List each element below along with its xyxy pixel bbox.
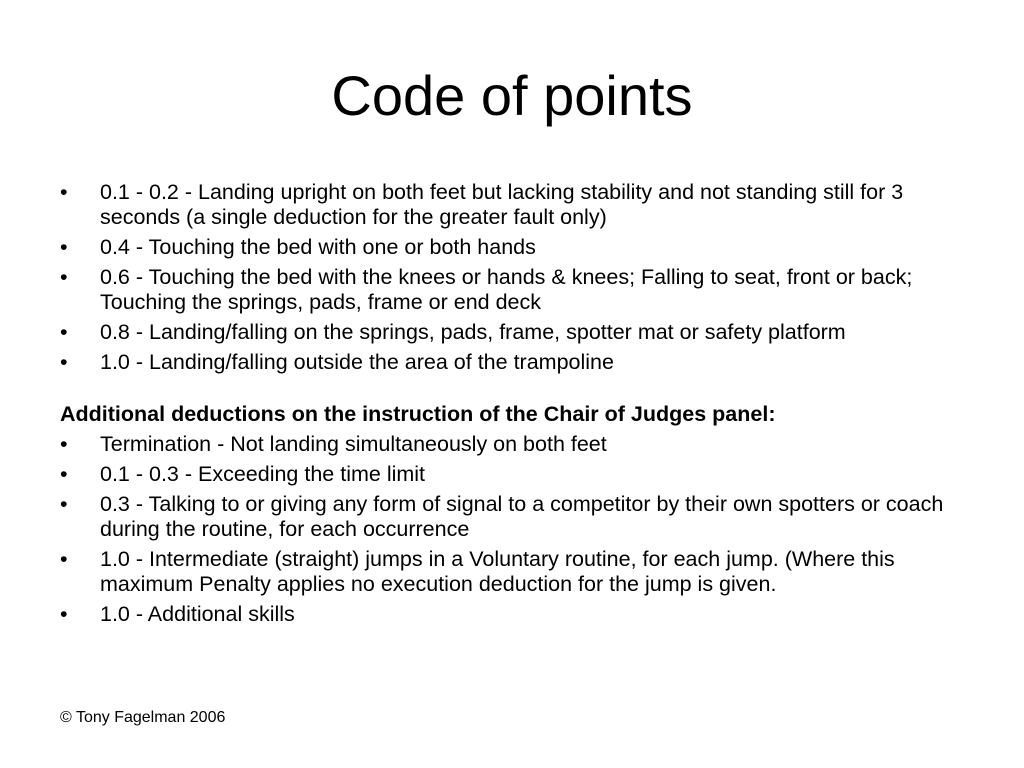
bullet-icon: • — [60, 180, 68, 204]
bullet-icon: • — [60, 265, 68, 289]
list-item-text: Termination - Not landing simultaneously on both feet — [100, 432, 607, 456]
list-item-text: 1.0 - Additional skills — [100, 602, 295, 626]
primary-deductions-list — [60, 180, 960, 375]
list-item — [60, 547, 960, 597]
list-item-text: 1.0 - Landing/falling outside the area of the trampoline — [100, 350, 614, 374]
list-item-text: 0.6 - Touching the bed with the knees or hands & knees; Falling to seat, front or back; Touching the springs, pads, frame or end deck — [100, 265, 913, 314]
list-item-text: 1.0 - Intermediate (straight) jumps in a Voluntary routine, for each jump. (Where this maximum Penalty applies no execution deduction for the jump is given. — [100, 547, 895, 596]
list-item-text: 0.3 - Talking to or giving any form of signal to a competitor by their own spotters or coach during the routine, for each occurrence — [100, 492, 944, 541]
list-item — [60, 320, 960, 345]
list-item-text: 0.4 - Touching the bed with one or both hands — [100, 235, 536, 259]
bullet-icon: • — [60, 320, 68, 344]
list-item — [60, 492, 960, 542]
list-item-text: 0.1 - 0.3 - Exceeding the time limit — [100, 462, 426, 486]
additional-deductions-heading: Additional deductions on the instruction of the Chair of Judges panel: — [60, 402, 776, 426]
bullet-icon: • — [60, 462, 68, 486]
list-item — [60, 350, 960, 375]
bullet-icon: • — [60, 602, 68, 626]
list-item — [60, 602, 960, 627]
list-item — [60, 235, 960, 260]
list-item — [60, 462, 960, 487]
list-item — [60, 265, 960, 315]
list-item — [60, 432, 960, 457]
list-item — [60, 180, 960, 230]
list-item-text: 0.8 - Landing/falling on the springs, pads, frame, spotter mat or safety platform — [100, 320, 846, 344]
bullet-icon: • — [60, 235, 68, 259]
bullet-icon: • — [60, 350, 68, 374]
copyright-footer: © Tony Fagelman 2006 — [60, 709, 226, 726]
bullet-icon: • — [60, 492, 68, 516]
slide-content — [60, 180, 960, 632]
list-item-text: 0.1 - 0.2 - Landing upright on both feet but lacking stability and not standing still for 3 seconds (a single deduction for the greater fault only) — [100, 180, 904, 229]
bullet-icon: • — [60, 432, 68, 456]
additional-deductions-list — [60, 432, 960, 627]
slide-title: Code of points — [331, 64, 693, 127]
bullet-icon: • — [60, 547, 68, 571]
